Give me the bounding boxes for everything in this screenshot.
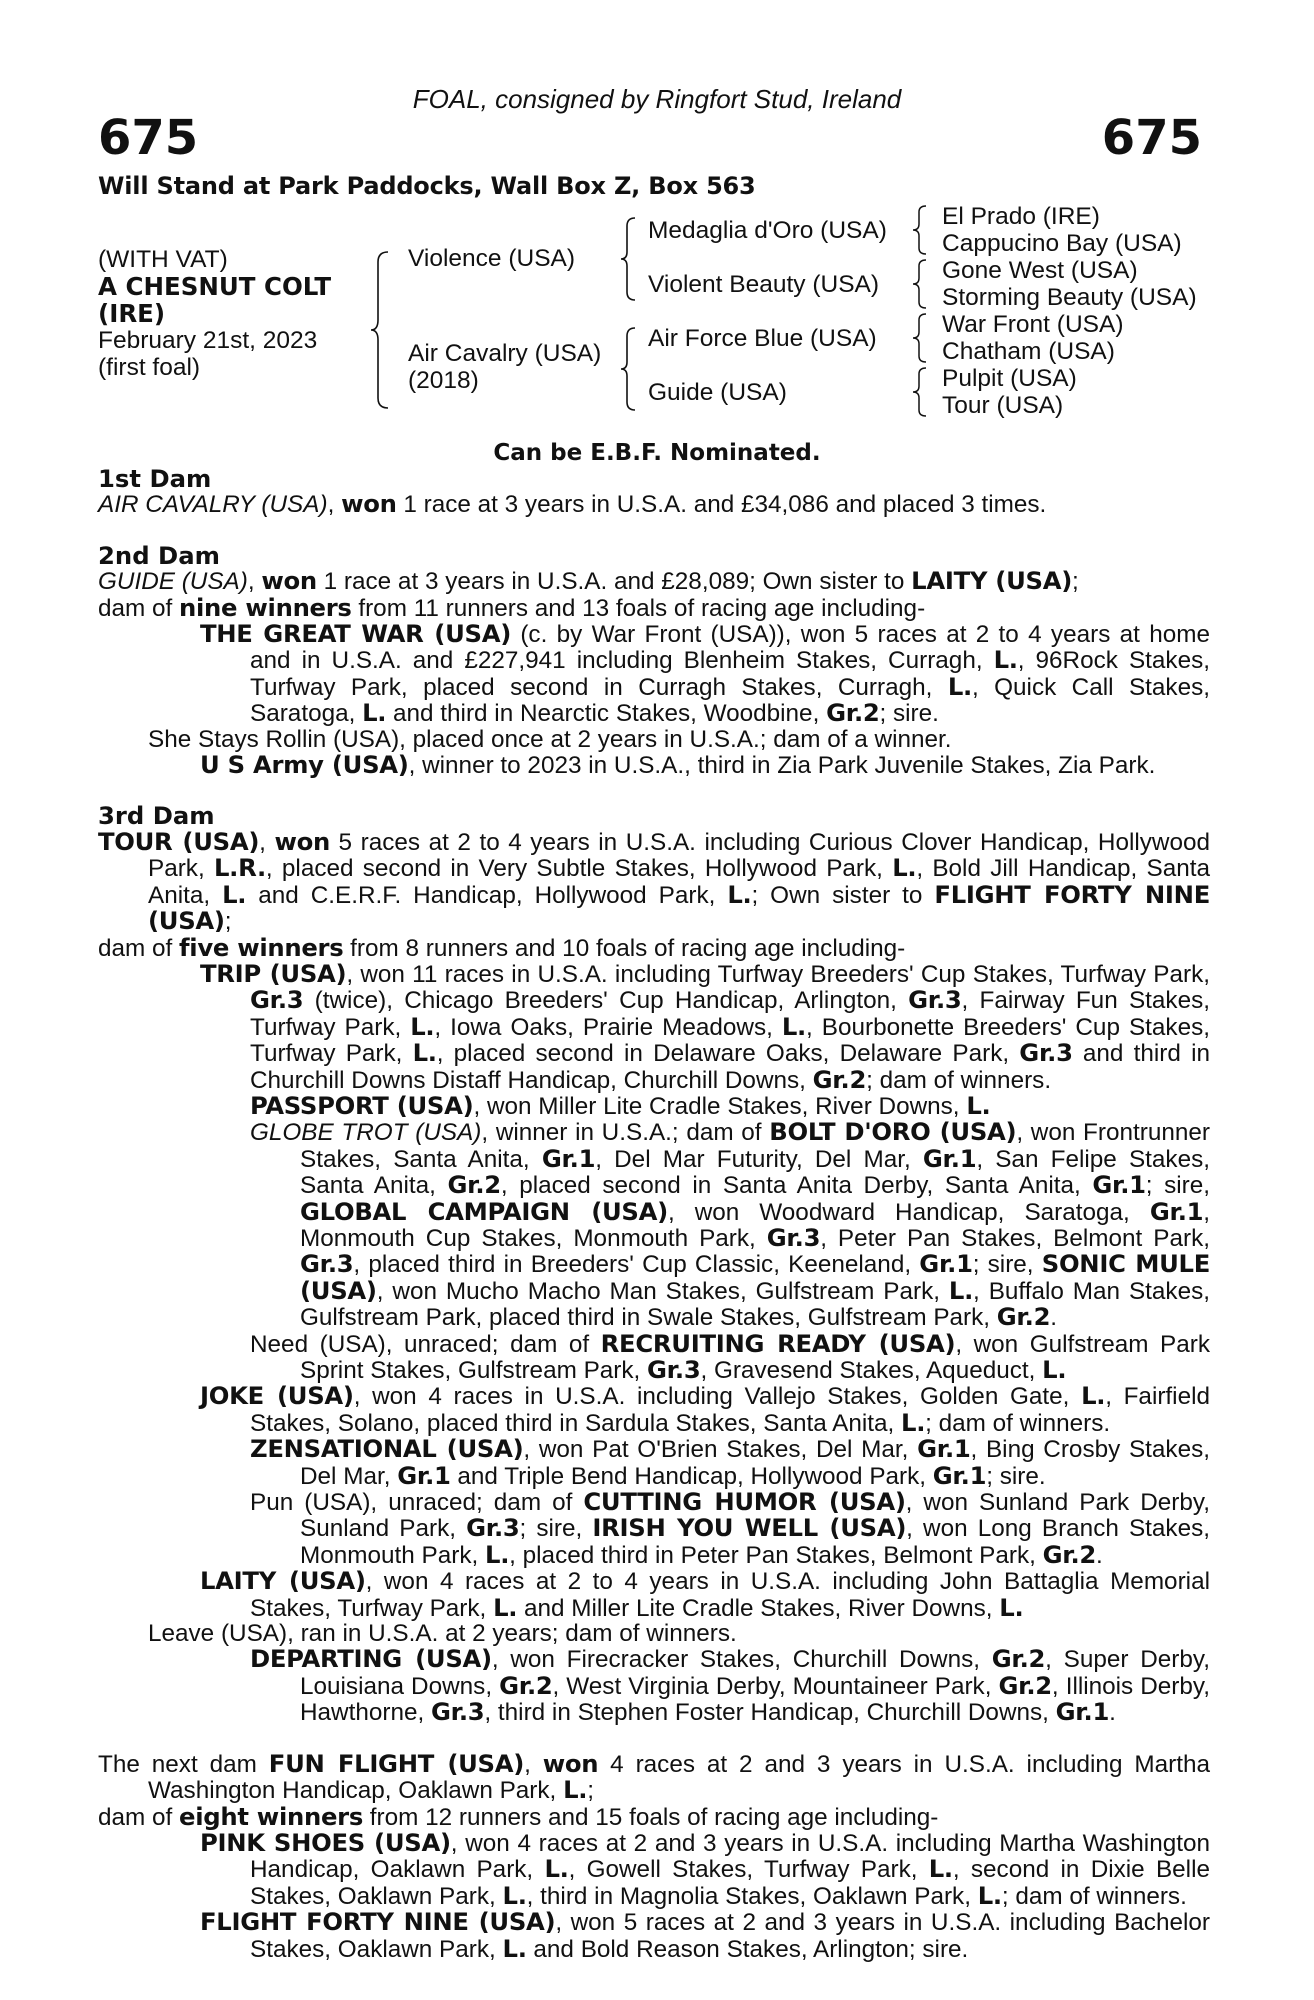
text-run: , winner to 2023 in U.S.A., third in Zia Park Juvenile Stakes, Zia Park. [408, 752, 1156, 780]
bold-run: L. [727, 879, 752, 909]
bold-run: BOLT D'ORO (USA) [769, 1117, 1017, 1147]
produce-entry [98, 1119, 1210, 1330]
italic-run: AIR CAVALRY (USA) [98, 491, 328, 519]
text-run: dam of [98, 594, 180, 622]
bold-run: THE GREAT WAR (USA) [200, 619, 512, 649]
bold-run: L. [502, 1933, 527, 1963]
text-run: from 12 runners and 15 foals of racing age including- [363, 1803, 939, 1831]
bold-run: Gr.1 [922, 1143, 977, 1173]
text-run: , second in Dixie Belle Stakes, Oaklawn Park, [250, 1856, 1210, 1910]
dam-dam: Guide (USA) [648, 379, 787, 406]
text-run: , won Woodward Handicap, Saratoga, [667, 1198, 1150, 1226]
brace-g1 [912, 204, 928, 256]
bold-run: L. [948, 1275, 974, 1305]
produce-entry [98, 1328, 1210, 1384]
text-run: , Bing Crosby Stakes, Del Mar, [300, 1436, 1210, 1490]
bold-run: Gr.2 [991, 1644, 1046, 1674]
horse-name: A CHESNUT COLT [98, 272, 332, 301]
gg-2: Cappucino Bay (USA) [942, 230, 1182, 257]
text-run: , Del Mar Futurity, Del Mar, [595, 1145, 923, 1173]
lot-number-right: 675 [1101, 110, 1202, 166]
text-run: , Gravesend Stakes, Aqueduct, [700, 1357, 1043, 1384]
text-run: and C.E.R.F. Handicap, Hollywood Park, [246, 881, 728, 909]
produce-entry [98, 958, 1210, 1094]
produce-entry [98, 1489, 1210, 1568]
text-run: , placed second in Santa Anita Derby, Santa Anita, [500, 1172, 1093, 1200]
text-run: ; [587, 1777, 594, 1805]
bold-run: eight winners [179, 1801, 363, 1831]
text-run: ; sire. [879, 700, 939, 728]
text-run: ; [1072, 568, 1079, 596]
lot-number-left: 675 [98, 110, 199, 166]
produce-entry [98, 752, 1210, 778]
bold-run: L. [1042, 1355, 1067, 1384]
gg-8: Tour (USA) [942, 392, 1064, 419]
bold-run: Gr.3 [647, 1355, 701, 1384]
text-run: , placed third in Peter Pan Stakes, Belmont Park, [509, 1541, 1043, 1569]
heading-second-dam: 2nd Dam [98, 540, 220, 570]
bold-run: Gr.1 [932, 1460, 987, 1490]
bold-run: FUN FLIGHT (USA) [268, 1748, 525, 1778]
bold-run: Gr.3 [250, 985, 304, 1015]
text-run: , West Virginia Derby, Mountaineer Park, [552, 1672, 999, 1700]
text-run: ; [224, 908, 232, 936]
text-run: Need (USA), unraced; dam of [250, 1330, 601, 1358]
bold-run: CUTTING HUMOR (USA) [583, 1487, 906, 1517]
text-run: , won Mucho Macho Man Stakes, Gulfstream Park, [376, 1277, 949, 1305]
text-run: . [1096, 1541, 1103, 1569]
text-run: , Quick Call Stakes, Saratoga, [250, 673, 1210, 728]
text-run: ; sire, [519, 1515, 593, 1543]
text-run: Leave (USA), ran in U.S.A. at 2 years; dam of winners. [148, 1620, 737, 1648]
text-run: , Gowell Stakes, Turfway Park, [568, 1856, 929, 1884]
heading-third-dam: 3rd Dam [98, 801, 215, 831]
text-run: , won Firecracker Stakes, Churchill Downs, [491, 1646, 992, 1674]
text-run: , placed second in Delaware Oaks, Delaware Park, [436, 1040, 1020, 1068]
text-run: , third in Stephen Foster Handicap, Churchill Downs, [484, 1699, 1056, 1727]
bold-run: Gr.1 [919, 1249, 973, 1279]
text-run: The next dam [98, 1750, 269, 1778]
gg-1: El Prado (IRE) [942, 203, 1100, 230]
text-run: ; sire, [972, 1251, 1042, 1279]
text-run: ; Own sister to [751, 881, 935, 909]
bold-run: won [274, 826, 331, 856]
dam-paragraph [98, 826, 1210, 936]
text-run: , [524, 1750, 543, 1778]
bold-run: L. [362, 698, 387, 728]
text-run: and Bold Reason Stakes, Arlington; sire. [526, 1935, 969, 1963]
spacer [98, 778, 1210, 803]
dam-sire: Air Force Blue (USA) [648, 325, 877, 352]
stand-location: Will Stand at Park Paddocks, Wall Box Z, Box 563 [98, 172, 756, 200]
foal-note: (first foal) [98, 354, 201, 381]
text-run: 1 race at 3 years in U.S.A. and £34,086 and placed 3 times. [396, 491, 1047, 519]
text-run: , Peter Pan Stakes, Belmont Park, [820, 1224, 1210, 1252]
horse-origin: (IRE) [98, 299, 166, 328]
produce-entry [98, 1621, 1210, 1646]
bold-run: won [542, 1748, 599, 1778]
bold-run: L.R. [213, 853, 266, 883]
bold-run: L. [966, 1090, 991, 1120]
text-run: She Stays Rollin (USA), placed once at 2 years in U.S.A.; dam of a winner. [148, 725, 952, 753]
text-run: , won Long Branch Stakes, Monmouth Park, [300, 1515, 1210, 1569]
dam-paragraph [98, 1748, 1210, 1805]
text-run: and Triple Bend Handicap, Hollywood Park, [450, 1462, 933, 1490]
spacer [98, 1726, 1210, 1751]
bold-run: L. [1081, 1381, 1106, 1411]
produce-summary [98, 1801, 1210, 1831]
bold-run: L. [485, 1539, 510, 1569]
gg-7: Pulpit (USA) [942, 365, 1077, 392]
text-run: , [327, 491, 342, 519]
bold-run: L. [563, 1775, 588, 1805]
text-run: . [1050, 1304, 1057, 1332]
sire-dam: Violent Beauty (USA) [648, 271, 880, 298]
text-run: , won 4 races in U.S.A. including Vallejo Stakes, Golden Gate, [353, 1383, 1082, 1411]
bold-run: five winners [179, 932, 344, 962]
consignor-line: FOAL, consigned by Ringfort Stud, Ireland [412, 84, 902, 114]
text-run: , won Sunland Park Derby, Sunland Park, [300, 1489, 1210, 1543]
dam-year: (2018) [408, 367, 479, 394]
text-run: and third in Churchill Downs Distaff Handicap, Churchill Downs, [250, 1040, 1210, 1094]
spacer [98, 518, 1210, 543]
bold-run: L. [544, 1854, 569, 1884]
bold-run: Gr.2 [812, 1064, 867, 1094]
text-run: ; sire, [1145, 1172, 1211, 1200]
bold-run: U S Army (USA) [200, 750, 409, 780]
text-run: 5 races at 2 to 4 years in U.S.A. including Curious Clover Handicap, Hollywood Park, [148, 828, 1210, 883]
bold-run: Gr.1 [1092, 1170, 1146, 1200]
bold-run: L. [947, 671, 972, 701]
produce-entry [98, 1909, 1210, 1962]
gg-3: Gone West (USA) [942, 257, 1138, 284]
produce-entry [98, 621, 1210, 727]
bold-run: L. [901, 1407, 926, 1437]
bold-run: Gr.3 [431, 1697, 485, 1727]
text-run: and Miller Lite Cradle Stakes, River Downs, [517, 1594, 1000, 1622]
bold-run: LAITY (USA) [200, 1566, 366, 1596]
produce-entry [98, 1646, 1210, 1725]
produce-entry [98, 1436, 1210, 1489]
bold-run: SONIC MULE (USA) [300, 1249, 1211, 1305]
text-run: (twice), Chicago Breeders' Cup Handicap, Arlington, [303, 987, 909, 1015]
gg-6: Chatham (USA) [942, 338, 1115, 365]
bold-run: L. [502, 1880, 527, 1910]
text-run: , Iowa Oaks, Prairie Meadows, [434, 1013, 782, 1041]
bold-run: Gr.3 [466, 1513, 520, 1543]
bold-run: PINK SHOES (USA) [200, 1827, 451, 1857]
text-run: ; dam of winners. [866, 1066, 1052, 1094]
bold-run: GLOBAL CAMPAIGN (USA) [300, 1196, 668, 1226]
text-run: , placed second in Very Subtle Stakes, Hollywood Park, [265, 855, 893, 883]
sire-name: Violence (USA) [408, 245, 576, 272]
text-run: , third in Magnolia Stakes, Oaklawn Park, [526, 1882, 978, 1910]
bold-run: L. [999, 1592, 1024, 1622]
produce-entry [98, 1090, 1210, 1120]
produce-entry [98, 1827, 1210, 1910]
text-run: dam of [98, 934, 180, 962]
bold-run: L. [410, 1011, 435, 1041]
text-run: , won Frontrunner Stakes, Santa Anita, [300, 1119, 1210, 1173]
vat-note: (WITH VAT) [98, 246, 228, 273]
brace-g2 [912, 258, 928, 310]
bold-run: Gr.1 [541, 1143, 596, 1173]
italic-run: GLOBE TROT (USA) [250, 1119, 482, 1147]
text-run: , San Felipe Stakes, Santa Anita, [300, 1145, 1210, 1200]
text-run: , Illinois Derby, Hawthorne, [300, 1672, 1210, 1727]
bold-run: TOUR (USA) [98, 826, 260, 856]
bold-run: PASSPORT (USA) [250, 1090, 474, 1120]
bold-run: FLIGHT FORTY NINE (USA) [148, 879, 1210, 936]
dam-name: Air Cavalry (USA) [408, 340, 602, 367]
produce-summary [98, 592, 1210, 622]
text-run: , Fairfield Stakes, Solano, placed third in Sardula Stakes, Santa Anita, [250, 1383, 1211, 1437]
text-run: , won Pat O'Brien Stakes, Del Mar, [523, 1436, 918, 1464]
bold-run: Gr.2 [996, 1302, 1051, 1332]
bold-run: L. [222, 879, 247, 909]
text-run: , Monmouth Cup Stakes, Monmouth Park, [300, 1198, 1210, 1252]
bold-run: L. [892, 853, 917, 883]
bold-run: Gr.3 [908, 985, 962, 1015]
text-run: , [247, 568, 262, 596]
bold-run: nine winners [179, 592, 352, 622]
bold-run: TRIP (USA) [200, 958, 347, 988]
sire-sire: Medaglia d'Oro (USA) [648, 217, 887, 244]
produce-summary [98, 932, 1210, 962]
text-run: from 11 runners and 13 foals of racing age including- [351, 594, 926, 622]
produce-entry [98, 1568, 1210, 1621]
gg-5: War Front (USA) [942, 311, 1124, 338]
text-run: ; dam of winners. [925, 1409, 1111, 1437]
brace-dam [620, 326, 638, 412]
dam-paragraph [98, 568, 1210, 594]
text-run: dam of [98, 1803, 180, 1831]
bold-run: Gr.1 [1055, 1697, 1110, 1727]
text-run: , Fairway Fun Stakes, Turfway Park, [250, 987, 1210, 1041]
text-run: , 96Rock Stakes, Turfway Park, placed second in Curragh Stakes, Curragh, [250, 647, 1210, 701]
brace-sire [620, 216, 638, 302]
text-run: , placed third in Breeders' Cup Classic, Keeneland, [353, 1251, 920, 1279]
text-run: , Super Derby, Louisiana Downs, [300, 1646, 1210, 1700]
produce-entry [98, 727, 1210, 752]
bold-run: won [261, 566, 317, 596]
bold-run: JOKE (USA) [200, 1381, 354, 1411]
bold-run: Gr.1 [917, 1434, 971, 1464]
text-run: Pun (USA), unraced; dam of [250, 1489, 584, 1517]
text-run: , won Gulfstream Park Sprint Stakes, Gulfstream Park, [300, 1330, 1210, 1384]
bold-run: L. [928, 1854, 953, 1884]
brace-main [370, 250, 392, 410]
bold-run: Gr.2 [1042, 1539, 1096, 1569]
bold-run: Gr.3 [300, 1249, 354, 1279]
text-run: ; sire. [986, 1462, 1046, 1490]
brace-g4 [912, 366, 928, 418]
bold-run: L. [977, 1880, 1002, 1910]
text-run: ; dam of winners. [1001, 1882, 1187, 1910]
text-run: , [259, 828, 275, 856]
produce-entry [98, 1383, 1210, 1436]
bold-run: L. [993, 645, 1018, 675]
bold-run: DEPARTING (USA) [250, 1644, 492, 1674]
text-run: , won 11 races in U.S.A. including Turfway Breeders' Cup Stakes, Turfway Park, [346, 960, 1210, 988]
text-run: and third in Nearctic Stakes, Woodbine, [386, 700, 827, 728]
bold-run: LAITY (USA) [911, 566, 1073, 596]
text-run: 4 races at 2 and 3 years in U.S.A. including Martha Washington Handicap, Oaklawn Park, [148, 1750, 1210, 1805]
bold-run: Gr.2 [826, 698, 880, 728]
bold-run: RECRUITING READY (USA) [600, 1328, 956, 1358]
text-run: from 8 runners and 10 foals of racing age including- [343, 934, 906, 962]
text-run: , Bourbonette Breeders' Cup Stakes, Turfway Park, [250, 1013, 1210, 1068]
bold-run: L. [781, 1011, 806, 1041]
brace-g3 [912, 312, 928, 364]
bold-run: L. [493, 1592, 518, 1622]
bold-run: FLIGHT FORTY NINE (USA) [200, 1907, 556, 1937]
text-run: , winner in U.S.A.; dam of [481, 1119, 770, 1147]
gg-4: Storming Beauty (USA) [942, 284, 1197, 311]
catalogue-body [98, 466, 1210, 1962]
text-run: , Buffalo Man Stakes, Gulfstream Park, placed third in Swale Stakes, Gulfstream Park, [300, 1277, 1210, 1332]
bold-run: won [341, 489, 397, 519]
text-run: . [1109, 1699, 1116, 1727]
bold-run: ZENSATIONAL (USA) [250, 1434, 524, 1464]
bold-run: Gr.3 [1019, 1038, 1073, 1068]
bold-run: Gr.3 [766, 1222, 821, 1252]
text-run: (c. by War Front (USA)), won 5 races at 2 to 4 years at home and in U.S.A. and £227,941 including Blenheim Stakes, Curragh, [250, 621, 1210, 675]
bold-run: IRISH YOU WELL (USA) [592, 1513, 907, 1543]
bold-run: Gr.2 [447, 1170, 501, 1200]
bold-run: Gr.2 [499, 1670, 553, 1700]
ebf-note: Can be E.B.F. Nominated. [493, 440, 821, 466]
bold-run: Gr.1 [1149, 1196, 1204, 1226]
bold-run: Gr.1 [397, 1460, 451, 1490]
text-run: , won Miller Lite Cradle Stakes, River Downs, [473, 1092, 967, 1120]
text-run: , won 4 races at 2 and 3 years in U.S.A. including Martha Washington Handicap, Oaklawn Park, [250, 1829, 1210, 1884]
foaling-date: February 21st, 2023 [98, 327, 318, 354]
text-run: , won 4 races at 2 to 4 years in U.S.A. including John Battaglia Memorial Stakes, Turfway Park, [250, 1568, 1210, 1622]
heading-first-dam: 1st Dam [98, 464, 212, 493]
text-run: 1 race at 3 years in U.S.A. and £28,089; Own sister to [316, 568, 912, 596]
text-run: , won 5 races at 2 and 3 years in U.S.A. including Bachelor Stakes, Oaklawn Park, [250, 1909, 1210, 1963]
dam-paragraph [98, 491, 1210, 517]
italic-run: GUIDE (USA) [98, 568, 248, 596]
bold-run: Gr.2 [998, 1670, 1052, 1700]
bold-run: L. [412, 1038, 437, 1068]
text-run: , Bold Jill Handicap, Santa Anita, [148, 855, 1210, 909]
